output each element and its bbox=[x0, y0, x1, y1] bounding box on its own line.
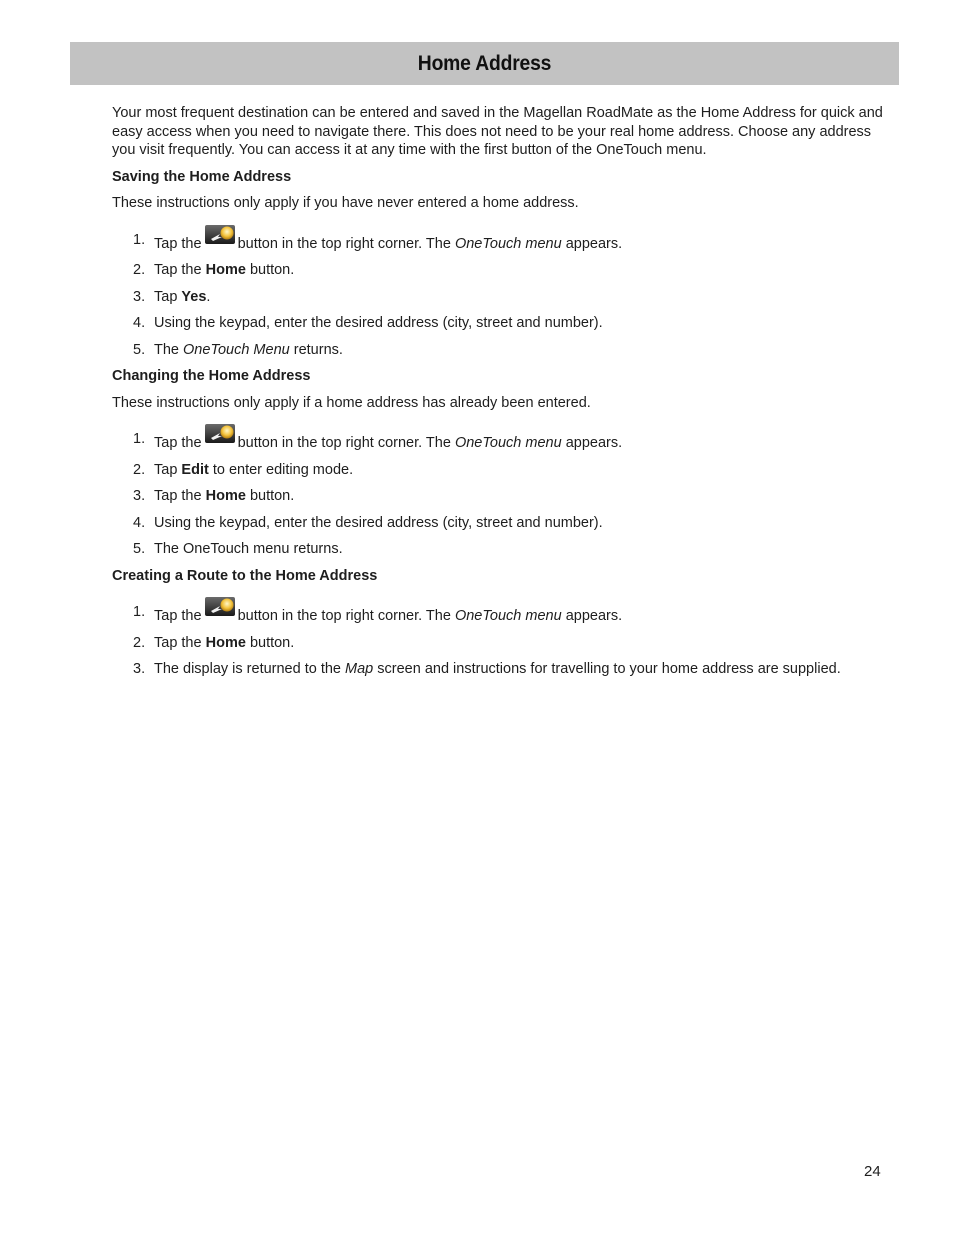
section-note-saving: These instructions only apply if you have never entered a home address. bbox=[112, 195, 579, 211]
list-item: 1. Tap the button in the top right corner. The OneTouch menu appears. bbox=[112, 430, 887, 453]
section-heading-creating: Creating a Route to the Home Address bbox=[112, 567, 378, 584]
title-bar bbox=[70, 42, 899, 85]
list-item: 1. Tap the button in the top right corner. The OneTouch menu appears. bbox=[112, 603, 887, 626]
page-title: Home Address bbox=[417, 51, 552, 75]
list-item: 2. Tap the Home button. bbox=[133, 262, 295, 278]
steps-list-changing bbox=[112, 430, 887, 559]
list-item: 4. Using the keypad, enter the desired address (city, street and number). bbox=[133, 514, 603, 531]
onetouch-menu-icon bbox=[205, 225, 235, 244]
list-item: 3. Tap the Home button. bbox=[133, 488, 295, 504]
list-item: 5. The OneTouch menu returns. bbox=[133, 541, 343, 557]
steps-list-creating bbox=[112, 603, 887, 679]
list-item: 3. Tap Yes. bbox=[133, 288, 211, 305]
list-item: 2. Tap the Home button. bbox=[133, 634, 295, 651]
document-body bbox=[112, 104, 887, 679]
section-note-changing: These instructions only apply if a home address has already been entered. bbox=[112, 394, 591, 411]
list-item: 4. Using the keypad, enter the desired address (city, street and number). bbox=[133, 315, 603, 331]
list-item: 1. Tap the button in the top right corner. The OneTouch menu appears. bbox=[112, 231, 887, 254]
list-item: 2. Tap Edit to enter editing mode. bbox=[133, 461, 354, 478]
section-heading-saving: Saving the Home Address bbox=[112, 168, 292, 185]
onetouch-menu-icon bbox=[205, 597, 235, 616]
steps-list-saving bbox=[112, 231, 887, 360]
list-item: 3. The display is returned to the Map screen and instructions for travelling to your home address are supplied. bbox=[133, 661, 841, 677]
page-number: 24 bbox=[864, 1163, 881, 1180]
list-item: 5. The OneTouch Menu returns. bbox=[133, 341, 343, 358]
section-heading-changing: Changing the Home Address bbox=[112, 368, 311, 384]
intro-paragraph: Your most frequent destination can be entered and saved in the Magellan RoadMate as the Home Address for quick and easy access when you need to navigate there. This does not need to be your real home address. Choose any address you visit frequently. You can access it at any time with the first button of the OneTouch menu. bbox=[112, 105, 883, 158]
onetouch-menu-icon bbox=[205, 424, 235, 443]
